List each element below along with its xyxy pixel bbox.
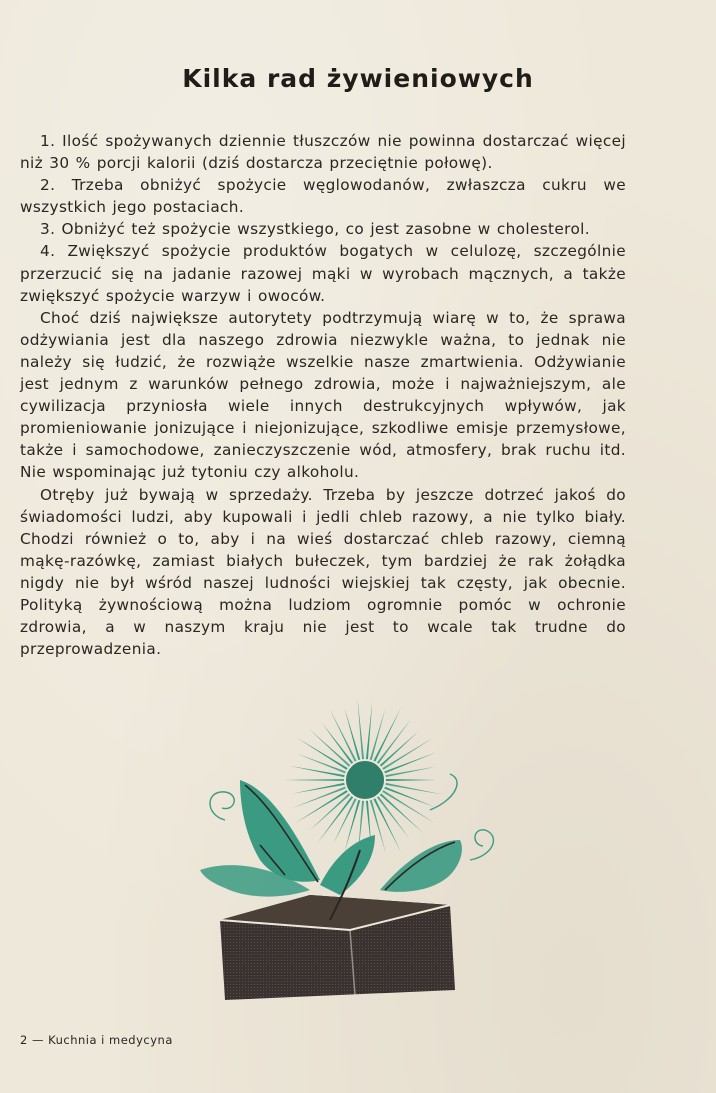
paragraph-4: 4. Zwiększyć spożycie produktów bogatych w celulozę, szczególnie przerzucić się na jadanie razowej mąki w wyrobach mącznych, a także zwiększyć spożycie warzyw i owoców. — [20, 242, 626, 305]
petal — [382, 767, 435, 778]
pot-shape — [220, 895, 455, 1000]
flower-center — [345, 760, 385, 800]
petal — [330, 709, 358, 764]
petal — [289, 766, 347, 778]
petal — [357, 698, 364, 762]
petal — [372, 796, 401, 853]
paragraph-5: Choć dziś największe autorytety podtrzymują wiarę w to, że sprawa odżywiania jest dla naszego zdrowia niezwykle ważna, to jednak nie należy się łudzić, że rozwiąże wszelkie nasze zmartwienia. Odżywianie jest jednym z warunków pełnego zdrowia, może i najważniejszym, ale cywilizacja przyniosła wiele innych destrukcyjnych wpływów, jak promieniowanie jonizujące i niejonizujące, szkodliwe emisje przemysłowe, także i samochodowe, zanieczyszczenie wód, atmosfery, brak ruchu itd. Nie wspominając już tytoniu czy alkoholu. — [20, 308, 626, 482]
paragraph-2: 2. Trzeba obniżyć spożycie węglowodanów, zwłaszcza cukru we wszystkich jego postaciach. — [20, 176, 626, 217]
paragraph-3: 3. Obniżyć też spożycie wszystkiego, co jest zasobne w cholesterol. — [40, 220, 590, 239]
article-body — [20, 130, 626, 660]
petal — [284, 779, 347, 781]
petal — [297, 738, 350, 772]
page-title: Kilka rad żywieniowych — [182, 64, 534, 93]
petal — [295, 789, 350, 824]
petal — [383, 779, 437, 781]
petal — [381, 785, 435, 807]
petal — [292, 785, 348, 808]
page-footer: 2 — Kuchnia i medycyna — [20, 1033, 173, 1047]
paragraph-6: Otręby już bywają w sprzedaży. Trzeba by jeszcze dotrzeć jakoś do świadomości ludzi, aby kupowali i jedli chleb razowy, a nie tylko biały. Chodzi również o to, aby i na wieś dostarczać chleb razowy, ciemną mąkę-razówkę, zamiast białych bułeczek, tym bardziej że rak żołądka nigdy nie był wśród naszej ludności wiejskiej tak częsty, jak obecnie. Polityką żywnościową można ludziom ogromnie pomóc w ochronie zdrowia, a w naszym kraju nie jest to wcale tak trudne do przeprowadzenia. — [20, 485, 626, 659]
petal — [372, 707, 401, 764]
petal — [292, 782, 347, 793]
petal — [381, 753, 436, 775]
paragraph-1: 1. Ilość spożywanych dziennie tłuszczów nie powinna dostarczać więcej niż 30 % porcji kalorii (dziś dostarcza przeciętnie połowę). — [20, 132, 626, 173]
petal — [366, 702, 373, 762]
leaves-shape — [200, 780, 462, 897]
flower-head — [284, 698, 443, 859]
petal — [382, 782, 442, 794]
petal — [380, 738, 433, 772]
flower-pot-icon — [200, 690, 520, 1010]
